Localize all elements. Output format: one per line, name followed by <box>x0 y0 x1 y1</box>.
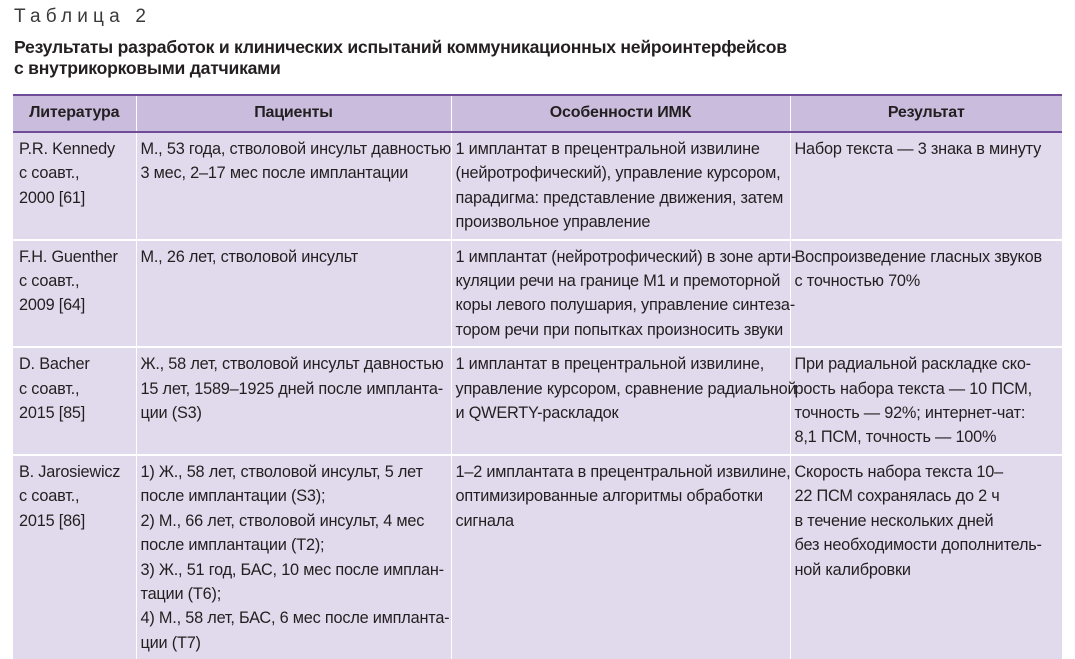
cell-patients-line: после имплантации (Т2); <box>140 536 325 555</box>
cell-result-line: При радиальной раскладке ско- <box>794 355 1031 374</box>
cell-bci-features <box>451 347 797 455</box>
cell-literature <box>13 132 136 240</box>
cell-patients-line: 3) Ж., 51 год, БАС, 10 мес после имплан- <box>140 560 444 579</box>
cell-result-line: Скорость набора текста 10– <box>794 462 1003 481</box>
cell-literature-line: с соавт., <box>19 272 80 291</box>
cell-patients-line: 3 мес, 2–17 мес после имплантации <box>140 164 409 183</box>
cell-patients <box>136 132 451 240</box>
cell-patients <box>136 240 451 348</box>
cell-patients-line: М., 53 года, стволовой инсульт давностью <box>140 140 452 158</box>
cell-result-line: ной калибровки <box>794 560 911 579</box>
cell-bci-features-line: 1 имплантат в прецентральной извилине <box>455 140 760 158</box>
header-result: Результат <box>790 95 1062 132</box>
cell-bci-features-line: оптимизированные алгоритмы обработки <box>455 487 763 506</box>
cell-bci-features-line: 1 имплантат в прецентральной извилине, <box>455 355 765 374</box>
cell-patients-line: 15 лет, 1589–1925 дней после импланта- <box>140 379 443 398</box>
header-literature: Литература <box>13 95 136 132</box>
cell-literature-line: с соавт., <box>19 164 80 183</box>
cell-literature-line: с соавт., <box>19 379 80 398</box>
cell-result-line: 22 ПСМ сохранялась до 2 ч <box>794 487 1000 506</box>
cell-result <box>790 132 1062 240</box>
cell-literature-line: 2000 [61] <box>19 188 86 207</box>
cell-result-line: 8,1 ПСМ, точность — 100% <box>794 428 997 447</box>
cell-result <box>790 347 1062 455</box>
cell-patients-line: ции (S3) <box>140 404 202 423</box>
table-title-line-2: с внутрикорковыми датчиками <box>14 58 281 78</box>
cell-bci-features <box>451 240 797 348</box>
cell-literature <box>13 240 136 348</box>
cell-bci-features-line: тором речи при попытках произносить звуки <box>455 320 784 339</box>
cell-result-line: точность — 92%; интернет-чат: <box>794 404 1026 423</box>
cell-literature-line: D. Bacher <box>19 355 90 374</box>
cell-bci-features-line: коры левого полушария, управление синтеза- <box>455 296 795 315</box>
header-patients: Пациенты <box>136 95 451 132</box>
cell-result-line: Набор текста — 3 знака в минуту <box>794 140 1042 158</box>
cell-literature-line: 2009 [64] <box>19 296 86 315</box>
cell-patients-line: Ж., 58 лет, стволовой инсульт давностью <box>140 355 444 374</box>
cell-literature-line: 2015 [86] <box>19 511 86 530</box>
table-body <box>13 132 1062 659</box>
cell-bci-features-line: управление курсором, сравнение радиальной <box>455 379 797 398</box>
table-number-label: Таблица 2 <box>14 6 152 27</box>
table-row <box>13 455 1062 659</box>
cell-literature-line: P.R. Kennedy <box>19 140 115 158</box>
cell-literature <box>13 347 136 455</box>
cell-bci-features <box>451 132 790 240</box>
cell-patients-line: ции (Т7) <box>140 633 201 652</box>
cell-bci-features-line: и QWERTY-раскладок <box>455 404 619 423</box>
results-table <box>13 94 1062 659</box>
results-table-container <box>13 94 1062 659</box>
cell-patients-line: 4) М., 58 лет, БАС, 6 мес после импланта- <box>140 609 450 628</box>
table-title-line-1: Результаты разработок и клинических испытаний коммуникационных нейроинтерфейсов <box>14 37 787 57</box>
cell-literature-line: F.H. Guenther <box>19 247 118 266</box>
table-header <box>13 95 1062 132</box>
cell-result-line: с точностью 70% <box>794 272 921 291</box>
cell-bci-features <box>451 455 790 659</box>
cell-patients-line: 1) Ж., 58 лет, стволовой инсульт, 5 лет <box>140 462 423 481</box>
cell-patients <box>136 347 451 455</box>
table-row <box>13 347 1062 455</box>
cell-result-line: в течение нескольких дней <box>794 511 994 530</box>
cell-patients <box>136 455 451 659</box>
cell-bci-features-line: парадигма: представление движения, затем <box>455 188 784 207</box>
cell-result <box>790 240 1062 348</box>
cell-result-line: без необходимости дополнитель- <box>794 536 1042 555</box>
cell-bci-features-line: произвольное управление <box>455 213 651 232</box>
cell-bci-features-line: сигнала <box>455 511 514 530</box>
cell-patients-line: М., 26 лет, стволовой инсульт <box>140 247 358 266</box>
cell-result-line: рость набора текста — 10 ПСМ, <box>794 379 1032 398</box>
table-row <box>13 132 1062 240</box>
cell-patients-line: 2) М., 66 лет, стволовой инсульт, 4 мес <box>140 511 425 530</box>
header-row <box>13 95 1062 132</box>
header-bci-features: Особенности ИМК <box>451 95 790 132</box>
cell-literature-line: 2015 [85] <box>19 404 86 423</box>
cell-patients-line: тации (Т6); <box>140 584 222 603</box>
table-row <box>13 240 1062 348</box>
cell-literature-line: с соавт., <box>19 487 80 506</box>
cell-literature <box>13 455 136 659</box>
cell-result-line: Воспроизведение гласных звуков <box>794 247 1042 266</box>
table-title <box>14 37 1054 79</box>
cell-literature-line: B. Jarosiewicz <box>19 462 121 481</box>
cell-patients-line: после имплантации (S3); <box>140 487 326 506</box>
cell-bci-features-line: (нейротрофический), управление курсором, <box>455 164 781 183</box>
cell-bci-features-line: куляции речи на границе М1 и премоторной <box>455 272 781 291</box>
cell-result <box>790 455 1062 659</box>
cell-bci-features-line: 1 имплантат (нейротрофический) в зоне арти- <box>455 247 797 266</box>
cell-bci-features-line: 1–2 имплантата в прецентральной извилине, <box>455 462 791 481</box>
